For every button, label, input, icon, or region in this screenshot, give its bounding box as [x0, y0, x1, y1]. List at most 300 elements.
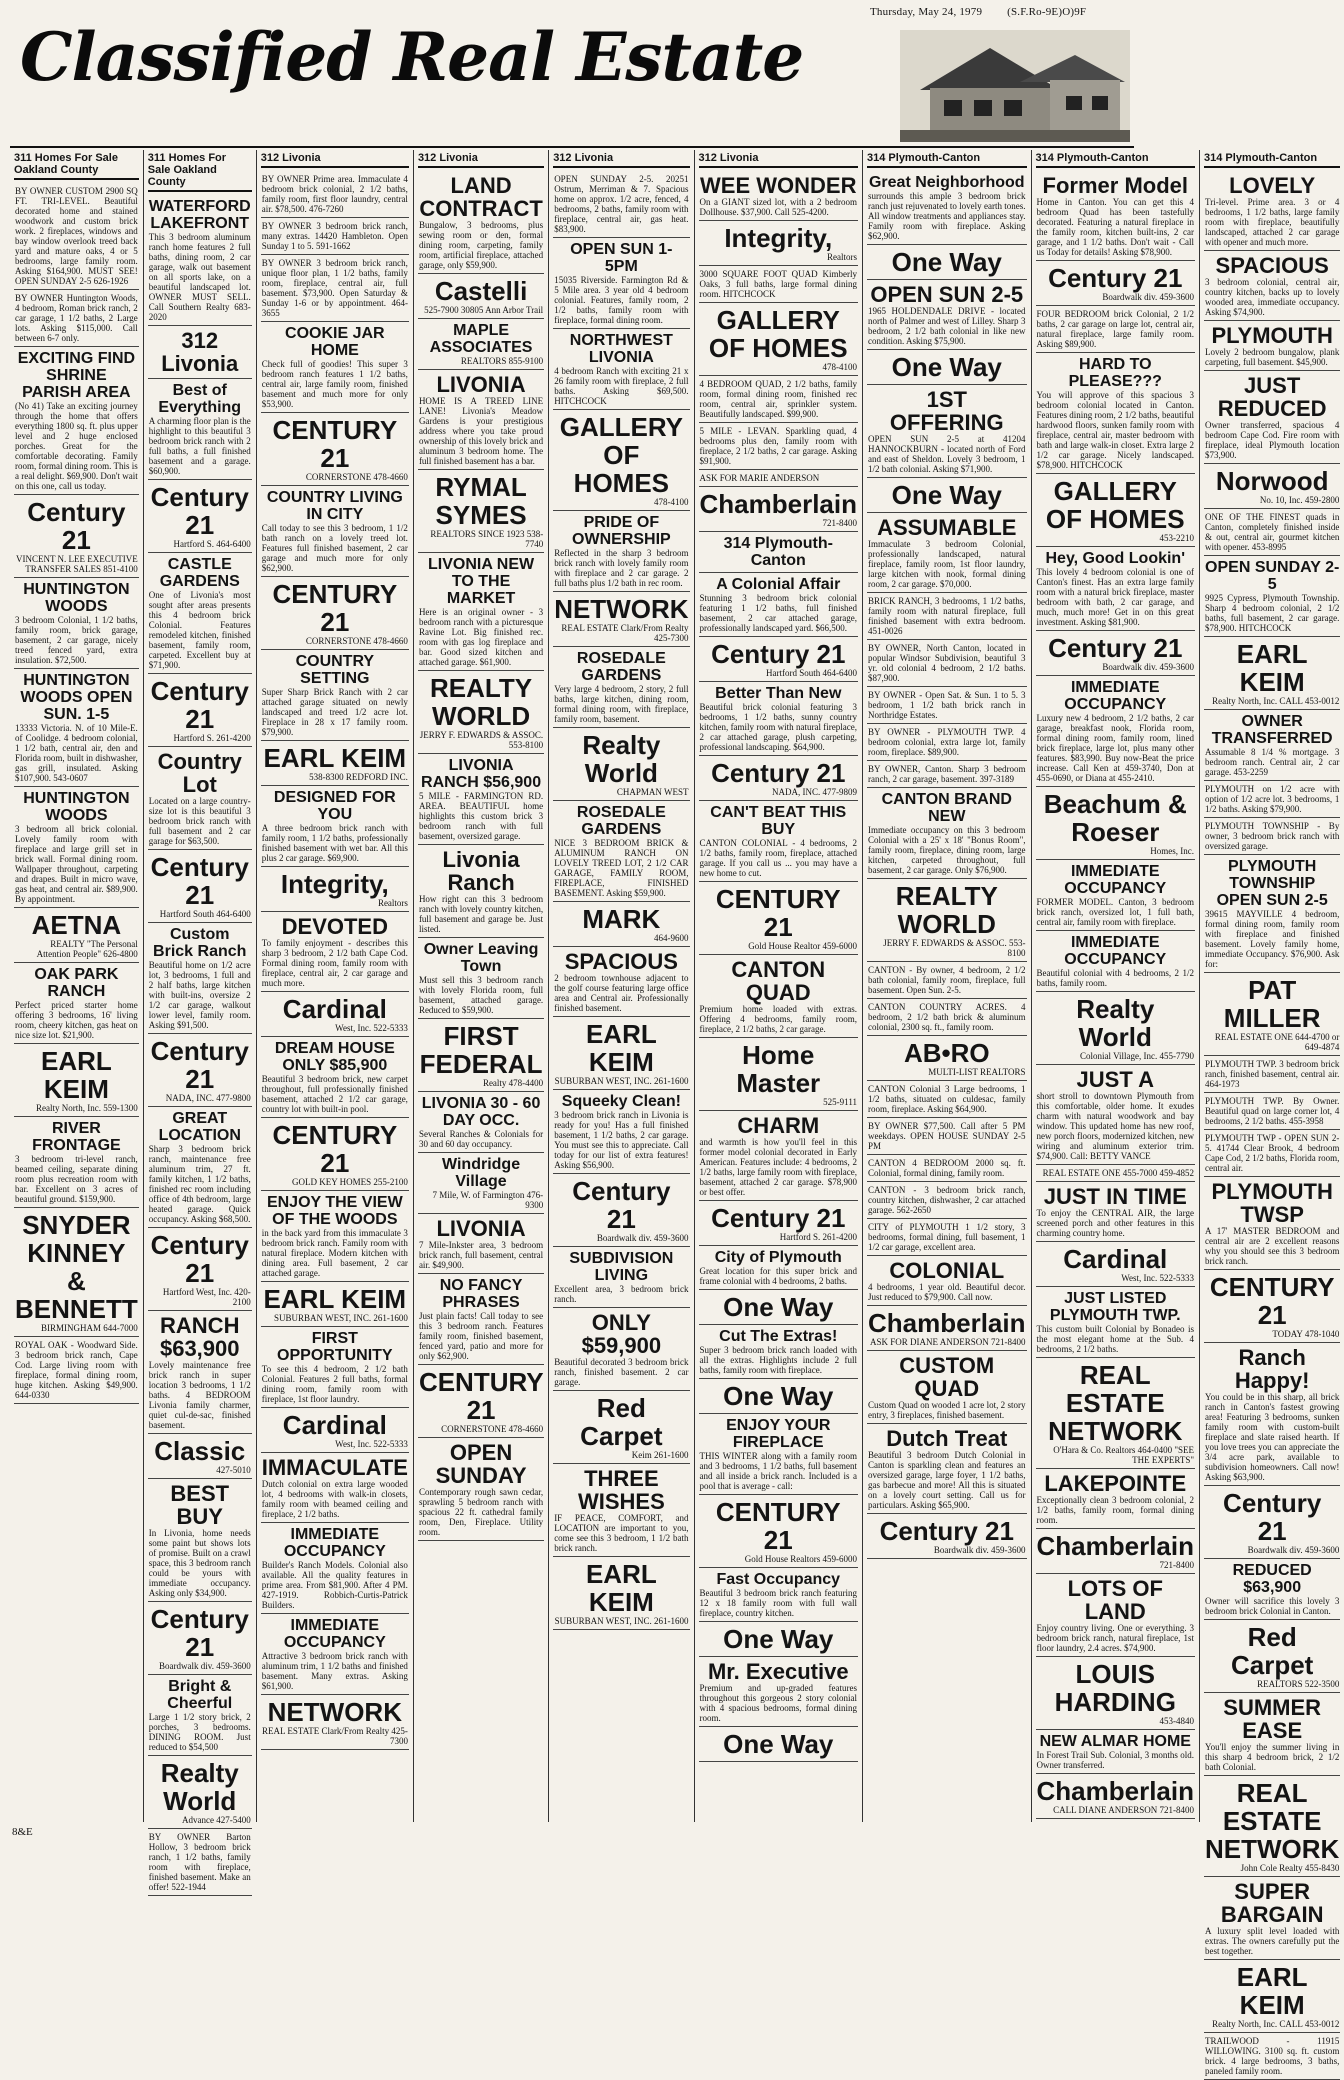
listing-headline: LAND CONTRACT	[419, 173, 543, 221]
listing-headline: CANTON QUAD	[731, 957, 826, 1005]
listing-ad	[1036, 1730, 1196, 1774]
listing-body: A charming floor plan is the highlight to this beautiful 3 bedroom brick ranch with 2 full baths, a full finished basement and a garage. $60,900.	[148, 416, 251, 476]
classified-column	[144, 150, 257, 1892]
listing-body: Just plain facts! Call today to see this 3 bedroom ranch. Features family room, finished basement, fenced yard, patio and more for only $62,900.	[418, 1311, 544, 1361]
listing-headline: RIVER FRONTAGE	[32, 1120, 121, 1154]
broker-logo: REAL ESTATE NETWORK	[1205, 1778, 1340, 1864]
broker-contact: NADA, INC. 477-9809	[772, 787, 858, 797]
listing-body: HOME IS A TREED LINE LANE! Livonia's Meadow Gardens is your prestigious address where you take proud ownership of this lovely brick and aluminum 3 bedroom home. The full finished basement has a bar.	[418, 396, 544, 466]
listing-ad	[699, 1111, 859, 1201]
listing-ad	[261, 413, 409, 486]
listing-ad	[1036, 306, 1196, 353]
listing-headline: HUNTINGTON WOODS	[23, 790, 130, 824]
broker-contact: 478-4100	[822, 362, 858, 372]
listing-ad	[867, 350, 1027, 385]
broker-contact: 427-5010	[216, 1465, 251, 1475]
listing-headline: ONLY $59,900	[581, 1310, 662, 1358]
listing-body: Check full of goodies! This super 3 bedroom ranch features 1 1/2 baths, central air, large family room, finished basement and much more for only $53,900.	[261, 359, 408, 409]
classified-column	[10, 150, 144, 1822]
listing-ad	[1204, 1776, 1340, 1877]
listing-body: 4 bedrooms, 1 year old. Beautiful decor. Just reduced to $79,900. Call now.	[868, 1282, 1026, 1302]
listing-ad	[553, 947, 689, 1017]
broker-logo: CENTURY 21	[272, 415, 398, 473]
broker-contact: 721-8400	[1159, 1560, 1195, 1570]
listing-headline: Better Than New	[715, 685, 842, 702]
broker-logo: CENTURY 21	[272, 1120, 398, 1178]
column-heading: 314 Plymouth-Canton	[1204, 152, 1340, 168]
broker-contact: REALTORS SINCE 1923 538-7740	[430, 529, 544, 549]
broker-logo: Century 21	[150, 1036, 249, 1094]
listing-body: CANTON - By owner, 4 bedroom, 2 1/2 bath colonial, family room, fireplace, full basement. Open Sun. 2-5.	[868, 965, 1026, 995]
listing-body: Premium and up-graded features throughout this gorgeous 2 story colonial with 4 spacious bedrooms, formal dining room.	[699, 1683, 858, 1723]
listing-body: 5 MILE - LEVAN. Sparkling quad, 4 bedrooms plus den, family room with fireplace, 2 1/2 baths, 2 car garage. Asking $91,900.	[699, 426, 858, 466]
listing-ad	[699, 637, 859, 682]
listing-body: PLYMOUTH TWP. 3 bedroom brick ranch, finished basement, central air. 464-1973	[1205, 1059, 1340, 1089]
listing-body: Call today to see this 3 bedroom, 1 1/2 bath ranch on a lovely treed lot. Features full finished basement, 2 car garage and much more for only $62,900.	[261, 523, 408, 573]
listing-ad	[1204, 855, 1340, 973]
broker-logo: Chamberlain	[1036, 1531, 1195, 1561]
broker-logo: Integrity,	[724, 223, 833, 253]
listing-body: Beautiful brick colonial featuring 3 bedrooms, 1 1/2 baths, sunny country kitchen, family room with natural fireplace, 2 car attached garage, plush carpeting, professional landscaping. $64,900.	[699, 702, 858, 752]
listing-headline: CASTLE GARDENS	[159, 556, 240, 590]
listing-headline: CANTON BRAND NEW	[881, 791, 1012, 825]
listing-ad	[867, 879, 1027, 962]
listing-body: BRICK RANCH, 3 bedrooms, 1 1/2 baths, family room with natural fireplace, full finished basement with extra bedroom. 451-0026	[868, 596, 1026, 636]
listing-ad	[1036, 992, 1196, 1065]
broker-logo: EARL KEIM	[41, 1046, 112, 1104]
broker-logo: Beachum & Roeser	[1043, 789, 1187, 847]
classified-column	[1032, 150, 1201, 1822]
listing-body: OPEN SUN 2-5 at 41204 HANNOCKBURN - located north of Ford and east of Sheldon. Lovely 3 bedroom, 1 1/2 bath colonial. Asking $71,900.	[868, 434, 1026, 474]
listing-ad	[699, 1325, 859, 1379]
listing-ad	[1204, 710, 1340, 781]
listing-ad	[418, 938, 544, 1019]
listing-ad	[261, 650, 409, 741]
broker-logo: Red Carpet	[1230, 1622, 1314, 1680]
listing-ad	[261, 1327, 409, 1408]
listing-ad	[261, 1523, 409, 1614]
listing-ad	[418, 845, 544, 938]
page-code: 8&E	[12, 1826, 33, 1838]
listing-ad	[699, 171, 859, 221]
broker-contact: Keim 261-1600	[631, 1450, 689, 1460]
broker-contact: ASK FOR DIANE ANDERSON 721-8400	[870, 1337, 1026, 1347]
broker-logo: NETWORK	[554, 594, 689, 624]
listing-body: A 17' MASTER BEDROOM and central air are 2 excellent reasons why you should see this 3 bedroom brick ranch.	[1205, 1226, 1340, 1266]
broker-logo: Century 21	[711, 1203, 846, 1233]
listing-ad	[1036, 1469, 1196, 1529]
listing-headline: IMMEDIATE OCCUPANCY	[1064, 679, 1167, 713]
listing-headline: LIVONIA	[436, 372, 526, 397]
column-heading: 314 Plymouth-Canton	[1036, 152, 1196, 168]
listing-ad	[418, 1019, 544, 1092]
classified-column	[549, 150, 694, 1822]
listing-body: 7 Mile-Inkster area, 3 bedroom brick ranch, full basement, central air. $49,900.	[418, 1240, 544, 1270]
listing-headline: SUPER BARGAIN	[1220, 1879, 1324, 1927]
listing-headline: Great Neighborhood	[868, 174, 1025, 191]
broker-contact: 478-4100	[654, 497, 689, 507]
listing-body: Great location for this super brick and frame colonial with 4 bedrooms, 2 baths.	[699, 1266, 858, 1286]
listing-ad	[1036, 353, 1196, 474]
broker-contact: John Cole Realty 455-8430	[1240, 1863, 1340, 1873]
listing-body: ONE OF THE FINEST quads in Canton, completely finished inside & out, central air, gourmet kitchen with opener. 453-8995	[1205, 512, 1340, 552]
broker-contact: Gold House Realtors 459-6000	[744, 1554, 858, 1564]
broker-contact: Boardwalk div. 459-3600	[159, 1661, 251, 1671]
broker-logo: Realty World	[1076, 994, 1155, 1052]
broker-logo: GALLERY OF HOMES	[1045, 476, 1185, 534]
listing-headline: CAN'T BEAT THIS BUY	[710, 804, 847, 838]
listing-ad	[418, 1092, 544, 1153]
listing-ad	[867, 1306, 1027, 1351]
listing-ad	[699, 1246, 859, 1290]
listing-headline: COUNTRY SETTING	[295, 653, 375, 687]
listing-body: BY OWNER 3 bedroom brick ranch, unique floor plan, 1 1/2 baths, family room, fireplace, central air, full basement. $73,900. Open Saturday & Sunday 1-6 or by appointment. 464-3655	[261, 258, 408, 318]
listing-ad	[867, 1118, 1027, 1155]
listing-ad	[867, 385, 1027, 478]
listing-body: CITY of PLYMOUTH 1 1/2 story, 3 bedrooms, formal dining, full basement, 1 1/2 car garage, excellent area.	[868, 1222, 1026, 1252]
listing-headline: OPEN SUNDAY 2-5	[1205, 559, 1340, 593]
listing-ad	[699, 801, 859, 882]
listing-ad	[261, 1614, 409, 1695]
broker-logo: One Way	[723, 1292, 834, 1322]
listing-ad	[699, 376, 859, 423]
listing-ad	[553, 647, 689, 728]
listing-body: Super 3 bedroom brick ranch loaded with all the extras. Highlights include 2 full baths, family room with fireplace.	[699, 1345, 858, 1375]
listing-ad	[1036, 1182, 1196, 1242]
listing-headline: SUMMER EASE	[1223, 1695, 1322, 1743]
broker-logo: Classic	[154, 1436, 246, 1466]
listing-body: FORMER MODEL. Canton, 3 bedroom brick ranch, oversized lot, 1 full bath, central air, family room with fireplace.	[1036, 897, 1195, 927]
broker-logo: Century 21	[1223, 1488, 1322, 1546]
listing-ad	[14, 908, 139, 963]
listing-ad	[1036, 1774, 1196, 1819]
broker-contact: Boardwalk div. 459-3600	[1102, 292, 1195, 302]
listing-ad	[1204, 1693, 1340, 1776]
listing-ad	[867, 1424, 1027, 1514]
listing-body: 3 bedroom brick ranch in Livonia is ready for you! Has a full finished basement, 1 1/2 baths, 2 car garage. You must see this to appreciate. Call today for our list of extra features! Asking $56,900.	[554, 1110, 689, 1170]
listing-ad	[148, 1479, 252, 1602]
listing-body: 1965 HOLDENDALE DRIVE - located north of Palmer and west of Lilley. Sharp 3 bedroom, 2 1/2 bath colonial in like new condition. Asking $75,900.	[868, 306, 1026, 346]
listing-ad	[148, 480, 252, 553]
listing-ad	[699, 955, 859, 1038]
listing-headline: HUNTINGTON WOODS	[23, 581, 130, 615]
listing-ad	[148, 674, 252, 747]
listing-body: 13333 Victoria. N. of 10 Mile-E. of Coolidge. 4 bedroom colonial, 1 1/2 bath, central air, den and Florida room, built in dishwasher, gas grill, insulated. Asking $107,900. 543-0607	[15, 723, 138, 783]
broker-contact: 525-9111	[823, 1097, 858, 1107]
broker-logo: One Way	[723, 1624, 834, 1654]
listing-ad	[261, 741, 409, 786]
listing-body: FOUR BEDROOM brick Colonial, 2 1/2 baths, 2 car garage on large lot, central air, natural fireplace, large family room. Asking $89,900.	[1036, 309, 1195, 349]
broker-contact: Realtors	[377, 898, 408, 908]
broker-logo: Century 21	[1048, 263, 1183, 293]
broker-contact: 525-7900 30805 Ann Arbor Trail	[424, 305, 544, 315]
listing-body: 39615 MAYVILLE 4 bedroom, formal dining room, family room with fireplace and finished basement. Lovely family home, immediate Occupancy. $76,900. Ask for:	[1205, 909, 1340, 969]
listing-body: Owner transferred, spacious 4 bedroom Cape Cod. Fire room with fireplace, ideal Plymouth location $73,900.	[1205, 420, 1340, 460]
listing-headline: LIVONIA RANCH $56,900	[421, 757, 542, 791]
listing-ad	[1036, 547, 1196, 631]
broker-logo: EARL KEIM	[585, 1019, 657, 1077]
listing-ad	[1204, 973, 1340, 1056]
broker-logo: One Way	[891, 352, 1002, 382]
listing-ad	[148, 747, 252, 850]
listing-ad	[699, 1495, 859, 1568]
listing-headline: IMMEDIATE OCCUPANCY	[1064, 863, 1167, 897]
broker-contact: Colonial Village, Inc. 455-7790	[1079, 1051, 1195, 1061]
broker-contact: 7 Mile, W. of Farmington 476-9300	[432, 1190, 544, 1210]
broker-logo: EARL KEIM	[1236, 1962, 1308, 2020]
broker-logo: EARL KEIM	[263, 1284, 407, 1314]
listing-body: BY OWNER Barton Hollow, 3 bedroom brick ranch, 1 1/2 baths, family room with fireplace, finished basement. Make an offer! 522-1944	[148, 1832, 251, 1892]
listing-ad	[261, 486, 409, 577]
listing-headline: 1ST OFFERING	[889, 387, 1004, 435]
listing-ad	[1036, 787, 1196, 860]
listing-headline: IMMEDIATE OCCUPANCY	[283, 1617, 386, 1651]
listing-ad	[699, 1727, 859, 1762]
listing-body: This custom built Colonial by Bonadeo is the most elegant home at the Sub. 4 bedrooms, 2 1/2 baths.	[1036, 1324, 1195, 1354]
broker-logo: Century 21	[572, 1176, 671, 1234]
broker-logo: RYMAL SYMES	[435, 472, 527, 530]
listing-body: Lovely 2 bedroom bungalow, plank carpeting, full basement. $45,900.	[1205, 347, 1340, 367]
broker-contact: REAL ESTATE ONE 644-4700 or 649-4874	[1214, 1032, 1340, 1052]
listing-headline: NEW ALMAR HOME	[1039, 1733, 1191, 1750]
listing-ad	[867, 513, 1027, 593]
listing-body: Attractive 3 bedroom brick ranch with aluminum trim, 1 1/2 baths and finished basement. Many extras. Asking $61,900.	[261, 1651, 408, 1691]
listing-headline: THREE WISHES	[577, 1466, 665, 1514]
broker-logo: Century 21	[150, 852, 249, 910]
listing-ad	[699, 1414, 859, 1495]
listing-ad	[1204, 251, 1340, 321]
listing-ad	[1204, 1877, 1340, 1960]
listing-body: Beautiful home on 1/2 acre lot, 3 bedrooms, 1 full and 2 half baths, large kitchen with built-ins, oversize 2 1/2 car garage, walkout lower level, family room. Asking $91,500.	[148, 960, 251, 1030]
listing-ad	[1036, 1529, 1196, 1574]
classified-column	[1200, 150, 1344, 2076]
broker-contact: CORNERSTONE 478-4660	[305, 472, 408, 482]
listing-headline: DREAM HOUSE ONLY $85,900	[274, 1040, 395, 1074]
listing-ad	[418, 553, 544, 671]
listing-ad	[1204, 464, 1340, 509]
broker-contact: CORNERSTONE 478-4660	[441, 1424, 544, 1434]
listing-body: Dutch colonial on extra large wooded lot, 4 bedrooms with walk-in closets, family room with beamed ceiling and fireplace, 2 1/2 baths.	[261, 1479, 408, 1519]
listing-ad	[867, 1514, 1027, 1559]
issue-date: Thursday, May 24, 1979	[870, 6, 983, 18]
listing-headline: Bright & Cheerful	[167, 1678, 233, 1712]
listing-headline: Best of Everything	[158, 382, 242, 416]
listing-ad	[261, 1408, 409, 1453]
listing-ad	[867, 640, 1027, 687]
listing-headline: JUST LISTED PLYMOUTH TWP.	[1049, 1290, 1181, 1324]
listing-headline: OWNER TRANSFERRED	[1211, 713, 1333, 747]
listing-headline: LOTS OF LAND	[1067, 1576, 1163, 1624]
listing-headline: LIVONIA NEW TO THE MARKET	[428, 556, 535, 607]
listing-ad	[14, 1208, 139, 1337]
listing-body: Excellent area, 3 bedroom brick ranch.	[554, 1284, 689, 1304]
listing-ad	[261, 1282, 409, 1327]
broker-logo: One Way	[891, 480, 1002, 510]
listing-body: Enjoy country living. One or everything. 3 bedroom brick ranch, natural fireplace, 1st floor laundry, 2.4 acres. $74,900.	[1036, 1623, 1195, 1653]
broker-contact: CHAPMAN WEST	[616, 787, 689, 797]
listing-ad	[261, 992, 409, 1037]
listing-ad	[699, 1622, 859, 1657]
listing-body: Here is an original owner - 3 bedroom ranch with a picturesque Ravine Lot. Big finished rec. room with gas log fireplace and bar. Good sized kitchen and attached garage. $61,900.	[418, 607, 544, 667]
listing-ad	[867, 999, 1027, 1036]
listing-ad	[1204, 1960, 1340, 2033]
listing-body: You'll enjoy the summer living in this sharp 4 bedroom brick, 2 1/2 bath Colonial.	[1205, 1742, 1340, 1772]
broker-logo: PAT MILLER	[1223, 975, 1321, 1033]
listing-ad	[148, 1675, 252, 1756]
listing-ad	[699, 756, 859, 801]
listing-headline: DEVOTED	[281, 914, 388, 939]
listing-body: 3 bedroom Colonial, 1 1/2 baths, family room, brick garage, basement, 2 car garage, nicely treed fenced yard, extra insulation. $72,500.	[15, 615, 138, 665]
broker-logo: Century 21	[711, 639, 846, 669]
listing-body: CANTON 4 BEDROOM 2000 sq. ft. Colonial, formal dining, family room.	[868, 1158, 1026, 1178]
column-heading: 314 Plymouth-Canton	[867, 152, 1027, 168]
house-illustration	[900, 30, 1130, 142]
broker-contact: GOLD KEY HOMES 255-2100	[292, 1177, 408, 1187]
listing-headline: OPEN SUNDAY	[435, 1440, 527, 1488]
listing-body: Home in Canton. You can get this 4 bedroom Quad has been tastefully decorated. Featuring a natural fireplace in the family room, kitchen built-ins, 2 car garage, and 1 1/2 baths. Don't wait - Call us Today for details! Asking $78,900.	[1036, 197, 1195, 257]
listing-ad	[148, 1434, 252, 1479]
listing-ad	[148, 1829, 252, 1896]
listing-headline: REDUCED $63,900	[1232, 1562, 1312, 1596]
listing-ad	[553, 902, 689, 947]
listing-ad	[553, 1464, 689, 1557]
listing-body: Tri-level. Prime area. 3 or 4 bedrooms, 1 1/2 baths, large family room with fireplace, beautifully landscaped, attached 2 car garage with opener and much more.	[1205, 197, 1340, 247]
listing-ad	[261, 786, 409, 867]
listing-headline: Squeeky Clean!	[561, 1093, 681, 1110]
listing-headline: PLYMOUTH TWSP	[1211, 1179, 1333, 1227]
broker-logo: REAL ESTATE NETWORK	[1048, 1360, 1183, 1446]
listing-ad	[699, 1290, 859, 1325]
listing-ad	[148, 850, 252, 923]
broker-logo: Norwood	[1215, 466, 1329, 496]
column-heading: 312 Livonia	[261, 152, 409, 168]
listing-headline: IMMEDIATE OCCUPANCY	[283, 1526, 386, 1560]
listing-headline: HARD TO PLEASE???	[1068, 356, 1162, 390]
listing-ad	[867, 788, 1027, 879]
listing-ad	[1204, 781, 1340, 818]
listing-headline: GREAT LOCATION	[158, 1110, 241, 1144]
listing-ad	[14, 1337, 139, 1404]
broker-logo: FIRST FEDERAL	[419, 1021, 543, 1079]
broker-logo: EARL KEIM	[1236, 639, 1308, 697]
broker-logo: Chamberlain	[868, 1308, 1026, 1338]
broker-contact: SUBURBAN WEST, INC. 261-1600	[554, 1076, 689, 1086]
listing-ad	[261, 218, 409, 255]
broker-contact: Boardwalk div. 459-3600	[1247, 1545, 1340, 1555]
listing-ad	[148, 1756, 252, 1829]
broker-contact: VINCENT N. LEE EXECUTIVE TRANSFER SALES 851-4100	[15, 554, 138, 574]
listing-headline: OPEN SUN 1-5PM	[570, 241, 673, 275]
listing-ad	[1036, 931, 1196, 992]
listing-body: Beautiful 3 bedroom brick ranch featuring 12 x 18 family room with full wall fireplace, country kitchen.	[699, 1588, 858, 1618]
listing-body: Assumable 8 1/4 % mortgage. 3 bedroom ranch. Central air, 2 car garage. 453-2259	[1205, 747, 1340, 777]
broker-contact: 721-8400	[822, 518, 858, 528]
broker-logo: Cardinal	[1063, 1244, 1168, 1274]
broker-contact: 453-4840	[1159, 1716, 1195, 1726]
broker-contact: Realtors	[827, 252, 858, 262]
listing-body: PLYMOUTH TOWNSHIP - By owner, 3 bedroom brick ranch with oversized garage.	[1205, 821, 1340, 851]
listing-headline: Fast Occupancy	[716, 1571, 841, 1588]
listing-body: To see this 4 bedroom, 2 1/2 bath Colonial. Features 2 full baths, formal dining room, family room with fireplace, 1st floor laundry.	[261, 1364, 408, 1404]
broker-contact: O'Hara & Co. Realtors 464-0400 "SEE THE EXPERTS"	[1053, 1445, 1195, 1465]
listing-ad	[418, 470, 544, 553]
listing-body: One of Livonia's most sought after areas presents this 4 bedroom brick Colonial. Features remodeled kitchen, finished basement, family room, carpeted. Excellent buy at $71,900.	[148, 590, 251, 670]
listing-body: TRAILWOOD - 11915 WILLOWING. 3100 sq. ft. custom brick. 4 large bedrooms, 3 baths, paneled family room.	[1205, 2036, 1340, 2076]
listing-ad	[14, 290, 139, 347]
listing-body: Lovely maintenance free brick ranch in super location 3 bedrooms, 1 1/2 baths. 4 BEDROOM Livonia family charmer, quiet cul-de-sac, finished basement.	[148, 1360, 251, 1430]
listing-body: In Forest Trail Sub. Colonial, 3 months old. Owner transferred.	[1036, 1750, 1195, 1770]
listing-ad	[148, 1602, 252, 1675]
listing-body: BY OWNER Huntington Woods, 4 bedroom, Roman brick ranch, 2 car garage, 1 1/2 baths, 2 Large lots. Asking $115,000. Call between 6-7 only.	[15, 293, 138, 343]
listing-body: BY OWNER, North Canton, located in popular Windsor Subdivision, beautiful 3 yr. old colonial 4 bedroom, 2 1/2 baths. $87,900.	[868, 643, 1026, 683]
listing-headline: COLONIAL	[889, 1258, 1005, 1283]
listing-body: CANTON - 3 bedroom brick ranch, country kitchen, dishwasher, 2 car attached garage. 562-2650	[868, 1185, 1026, 1215]
listing-ad	[867, 1351, 1027, 1424]
broker-contact: West, Inc. 522-5333	[335, 1023, 408, 1033]
listing-ad	[699, 1379, 859, 1414]
listing-headline: MAPLE ASSOCIATES	[429, 322, 533, 356]
edition-code: (S.F.Ro-9E)O)9F	[1007, 6, 1087, 18]
listing-ad	[14, 495, 139, 578]
column-heading: 311 Homes For Sale Oakland County	[148, 152, 252, 192]
listing-headline: SUBDIVISION LIVING	[569, 1250, 674, 1284]
listing-ad	[1036, 261, 1196, 306]
broker-contact: Gold House Realtor 459-6000	[748, 941, 858, 951]
listing-headline: EXCITING FIND SHRINE PARISH AREA	[17, 350, 136, 401]
listing-ad	[867, 593, 1027, 640]
listing-ad	[699, 266, 859, 303]
broker-contact: Hartford West, Inc. 420-2100	[162, 1287, 251, 1307]
listing-ad	[1036, 474, 1196, 547]
listing-ad	[1204, 556, 1340, 637]
broker-contact: Boardwalk div. 459-3600	[1102, 662, 1195, 672]
broker-logo: Castelli	[434, 276, 528, 306]
broker-logo: Cardinal	[282, 994, 387, 1024]
broker-logo: Chamberlain	[1036, 1776, 1195, 1806]
listing-ad	[1204, 509, 1340, 556]
broker-contact: CALL DIANE ANDERSON 721-8400	[1053, 1805, 1195, 1815]
listing-headline: A Colonial Affair	[716, 576, 841, 593]
listing-ad	[553, 728, 689, 801]
broker-logo: AETNA	[31, 910, 122, 940]
listing-headline: FIRST OPPORTUNITY	[277, 1330, 393, 1364]
listing-ad	[553, 592, 689, 647]
listing-body: 3 bedroom tri-level ranch, beamed ceiling, separate dining room plus recreation room with bar. Excellent on 3 acres of beautiful ground. $159,900.	[15, 1154, 138, 1204]
broker-logo: LOUIS HARDING	[1054, 1659, 1176, 1717]
listing-ad	[699, 573, 859, 637]
listing-ad	[418, 1153, 544, 1214]
listing-headline: DESIGNED FOR YOU	[273, 789, 396, 823]
broker-contact: 453-2210	[1159, 533, 1195, 543]
listing-ad	[148, 923, 252, 1034]
listing-body: BY OWNER - Open Sat. & Sun. 1 to 5. 3 bedroom, 1 1/2 bath brick ranch in Northridge Estates.	[868, 690, 1026, 720]
listing-body: NICE 3 BEDROOM BRICK & ALUMINUM RANCH ON LOVELY TREED LOT, 2 1/2 CAR GARAGE, FAMILY ROOM, FIREPLACE, FINISHED BASEMENT. Asking $59,900.	[554, 838, 689, 898]
listing-ad	[261, 577, 409, 650]
listing-headline: IMMEDIATE OCCUPANCY	[1064, 934, 1167, 968]
listing-ad	[14, 963, 139, 1044]
listing-headline: JUST REDUCED	[1217, 373, 1327, 421]
listing-ad	[699, 1657, 859, 1727]
listing-ad	[553, 511, 689, 592]
listing-headline: COOKIE JAR HOME	[285, 325, 385, 359]
broker-contact: Hartford South 464-6400	[159, 909, 251, 919]
broker-logo: Red Carpet	[580, 1393, 663, 1451]
listing-ad	[553, 1308, 689, 1391]
listing-body: You will approve of this spacious 3 bedroom colonial located in Canton. Features dining room, 2 1/2 baths, beautiful hardwood floors, sunken family room with fireplace, central air, master bedroom with bath and large walk-in closet. Extra large 2 1/2 car garage. Nicely landscaped. $78,900. HITCHCOCK	[1036, 390, 1195, 470]
listing-headline: Country Lot	[157, 749, 242, 797]
broker-contact: Realty North, Inc. CALL 453-0012	[1212, 696, 1340, 706]
listing-body: 5 MILE - FARMINGTON RD. AREA. BEAUTIFUL home highlights this custom brick 3 bedroom ranch with full basement, oversized garage.	[418, 791, 544, 841]
